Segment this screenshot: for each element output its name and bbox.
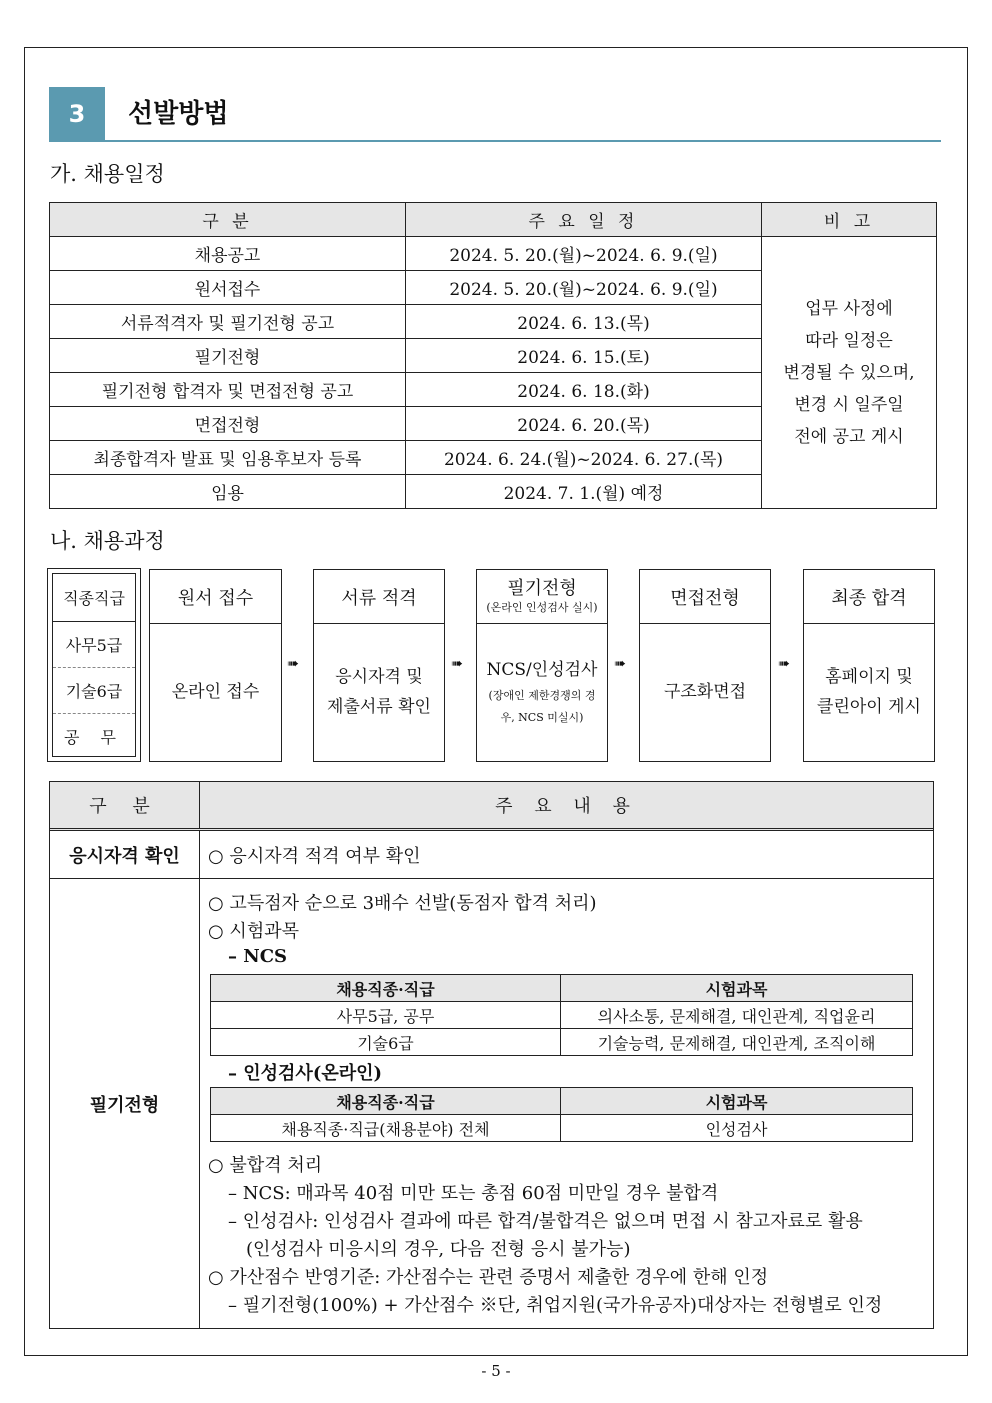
qualification-label: 응시자격 확인 (50, 831, 200, 878)
table-row (211, 1115, 913, 1142)
ncs-cell: 기술능력, 문제해결, 대인관계, 조직이해 (561, 1029, 913, 1056)
personality-header: 채용직종·직급 (211, 1088, 561, 1115)
written-label: 필기전형 (50, 879, 200, 1328)
schedule-cell: 2024. 6. 13.(목) (406, 305, 762, 339)
step-subtitle: (온라인 인성검사 실시) (486, 600, 598, 614)
arrow-icon: ➠ (451, 656, 463, 672)
step-title: 면접전형 (640, 570, 770, 624)
section-number: 3 (49, 87, 105, 140)
schedule-cell: 임용 (50, 475, 406, 509)
grade-item: 사무5급 (53, 622, 135, 668)
arrow-icon: ➠ (614, 656, 626, 672)
schedule-cell: 면접전형 (50, 407, 406, 441)
details-header-row (50, 782, 933, 831)
fail-personality-note: (인성검사 미응시의 경우, 다음 전형 응시 불가능) (246, 1239, 631, 1260)
schedule-header-date: 주 요 일 정 (406, 203, 762, 237)
ncs-header: 채용직종·직급 (211, 975, 561, 1002)
schedule-cell: 2024. 6. 20.(목) (406, 407, 762, 441)
schedule-heading: 가. 채용일정 (50, 162, 165, 186)
schedule-cell: 2024. 6. 18.(화) (406, 373, 762, 407)
bonus-title: ○ 가산점수 반영기준: 가산점수는 관련 증명서 제출한 경우에 한해 인정 (208, 1267, 769, 1288)
schedule-cell: 2024. 6. 15.(토) (406, 339, 762, 373)
personality-label: – 인성검사(온라인) (228, 1063, 383, 1084)
details-header-category: 구 분 (50, 782, 200, 828)
arrow-icon: ➠ (287, 656, 299, 672)
schedule-cell: 2024. 6. 24.(월)~2024. 6. 27.(목) (406, 441, 762, 475)
process-heading: 나. 채용과정 (50, 529, 165, 553)
step-written (476, 569, 608, 762)
table-row (211, 1029, 913, 1056)
schedule-cell: 채용공고 (50, 237, 406, 271)
personality-cell: 채용직종·직급(채용분야) 전체 (211, 1115, 561, 1142)
schedule-cell: 필기전형 (50, 339, 406, 373)
table-row (50, 831, 933, 879)
written-line: ○ 고득점자 순으로 3배수 선발(동점자 합격 처리) (208, 893, 597, 914)
page-number: - 5 - (481, 1362, 511, 1380)
grade-item: 기술6급 (53, 668, 135, 714)
schedule-header-note: 비 고 (762, 203, 937, 237)
schedule-cell: 원서접수 (50, 271, 406, 305)
fail-personality: – 인성검사: 인성검사 결과에 따른 합격/불합격은 없으며 면접 시 참고자료로 활용 (228, 1211, 863, 1232)
schedule-header-category: 구 분 (50, 203, 406, 237)
step-body: NCS/인성검사 (486, 660, 598, 680)
table-row (50, 879, 933, 1328)
step-body: 제출서류 확인 (327, 697, 431, 717)
fail-ncs: – NCS: 매과목 40점 미만 또는 총점 60점 미만일 경우 불합격 (228, 1183, 719, 1204)
section-divider (49, 140, 941, 142)
section-title: 선발방법 (128, 99, 229, 129)
table-row (211, 1002, 913, 1029)
schedule-cell: 2024. 7. 1.(월) 예정 (406, 475, 762, 509)
personality-table (210, 1087, 913, 1142)
step-title: 서류 적격 (314, 570, 444, 624)
details-header-content: 주 요 내 용 (495, 796, 638, 817)
step-title: 최종 합격 (804, 570, 934, 624)
grade-header: 직종직급 (53, 574, 135, 622)
step-title: 필기전형 (507, 577, 577, 599)
written-line: ○ 시험과목 (208, 921, 299, 942)
step-interview (639, 569, 771, 762)
schedule-cell: 2024. 5. 20.(월)~2024. 6. 9.(일) (406, 237, 762, 271)
arrow-icon: ➠ (778, 656, 790, 672)
schedule-cell: 최종합격자 발표 및 임용후보자 등록 (50, 441, 406, 475)
details-table (49, 781, 934, 1329)
grade-box (47, 568, 141, 762)
ncs-cell: 의사소통, 문제해결, 대인관계, 직업윤리 (561, 1002, 913, 1029)
schedule-table (49, 202, 937, 509)
step-title: 원서 접수 (150, 570, 281, 624)
schedule-cell: 필기전형 합격자 및 면접전형 공고 (50, 373, 406, 407)
step-application (149, 569, 282, 762)
step-document (313, 569, 445, 762)
step-body: 홈페이지 및 (825, 667, 913, 687)
step-body: 구조화면접 (663, 682, 747, 702)
personality-header: 시험과목 (561, 1088, 913, 1115)
schedule-note: 업무 사정에 따라 일정은 변경될 수 있으며, 변경 시 일주일 전에 공고 게시 (762, 237, 937, 509)
step-body: 클린아이 게시 (817, 697, 921, 717)
schedule-cell: 2024. 5. 20.(월)~2024. 6. 9.(일) (406, 271, 762, 305)
bonus-detail: – 필기전형(100%) + 가산점수 ※단, 취업지원(국가유공자)대상자는 전형별로 인정 (228, 1295, 883, 1316)
qualification-text: ○ 응시자격 적격 여부 확인 (208, 846, 421, 867)
ncs-table (210, 974, 913, 1056)
ncs-cell: 사무5급, 공무 (211, 1002, 561, 1029)
step-body: 온라인 접수 (171, 682, 260, 702)
personality-cell: 인성검사 (561, 1115, 913, 1142)
step-body-note: (장애인 제한경쟁의 경우, NCS 미실시) (488, 689, 596, 724)
ncs-header: 시험과목 (561, 975, 913, 1002)
ncs-label: – NCS (228, 946, 288, 967)
fail-title: ○ 불합격 처리 (208, 1155, 323, 1176)
step-final (803, 569, 935, 762)
ncs-cell: 기술6급 (211, 1029, 561, 1056)
step-body: 응시자격 및 (335, 667, 423, 687)
table-row (50, 237, 937, 271)
grade-item: 공 무 (64, 728, 124, 747)
schedule-cell: 서류적격자 및 필기전형 공고 (50, 305, 406, 339)
